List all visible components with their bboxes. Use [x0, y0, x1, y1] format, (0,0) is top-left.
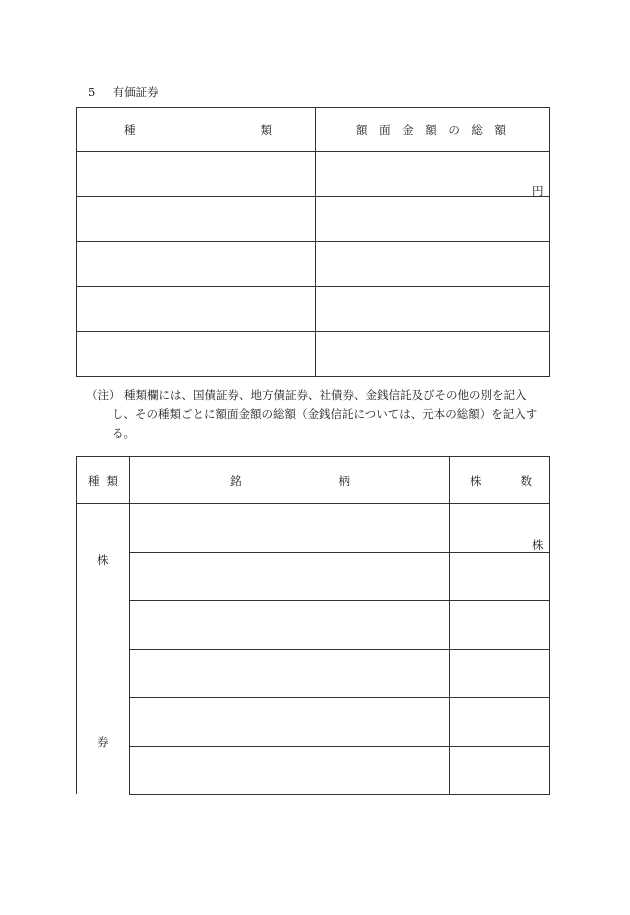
table-row: [77, 197, 549, 241]
kind-cell[interactable]: [81, 346, 311, 362]
note-label: （注）: [86, 388, 121, 402]
shares-cell[interactable]: [454, 714, 534, 730]
section-heading: [88, 84, 159, 100]
kind-cell[interactable]: [81, 256, 311, 272]
yen-unit-label: 円: [532, 184, 544, 198]
header-brand: 銘 柄: [230, 474, 350, 488]
share-unit-label: 株: [532, 538, 544, 552]
amount-cell[interactable]: [319, 166, 519, 182]
table-row: [130, 553, 549, 600]
shares-cell[interactable]: [454, 617, 534, 633]
brand-cell[interactable]: [134, 569, 444, 585]
shares-cell[interactable]: [454, 569, 534, 585]
note-line-2: し、その種類ごとに額面金額の総額（金銭信託については、元本の総額）を記入す: [112, 407, 538, 421]
table-row: [77, 287, 549, 331]
brand-cell[interactable]: [134, 617, 444, 633]
section-number: 5: [88, 85, 96, 99]
note-line-1: 種類欄には、国債証券、地方債証券、社債券、金銭信託及びその他の別を記入: [124, 388, 527, 402]
brand-cell[interactable]: [134, 666, 444, 682]
amount-cell[interactable]: [319, 256, 519, 272]
header-kind: 種 類: [88, 474, 118, 488]
amount-cell[interactable]: [319, 211, 519, 227]
shares-cell[interactable]: [454, 520, 534, 536]
table-row: [77, 332, 549, 376]
table-row: [130, 747, 549, 794]
shares-cell[interactable]: [454, 763, 534, 779]
kind-cell[interactable]: [81, 166, 311, 182]
brand-cell[interactable]: [134, 763, 444, 779]
kind-label-stock-bottom: 券: [97, 735, 109, 749]
table-row: [77, 152, 549, 196]
kind-cell[interactable]: [81, 211, 311, 227]
table-row: [77, 242, 549, 286]
kind-label-stock-top: 株: [97, 553, 109, 567]
header-share-count: 株 数: [470, 474, 532, 488]
table-row: [130, 698, 549, 746]
brand-cell[interactable]: [134, 714, 444, 730]
table-row: [130, 601, 549, 649]
section-title: 有価証券: [112, 85, 159, 99]
shares-cell[interactable]: [454, 666, 534, 682]
header-total-face-amount: 額 面 金 額 の 総 額: [356, 123, 506, 137]
brand-cell[interactable]: [134, 520, 444, 536]
header-kind: 種 類: [124, 123, 272, 137]
amount-cell[interactable]: [319, 301, 519, 317]
note-line-3: る。: [112, 426, 135, 440]
table-row: [130, 650, 549, 697]
kind-cell[interactable]: [81, 301, 311, 317]
amount-cell[interactable]: [319, 346, 519, 362]
table-row: [130, 504, 549, 552]
